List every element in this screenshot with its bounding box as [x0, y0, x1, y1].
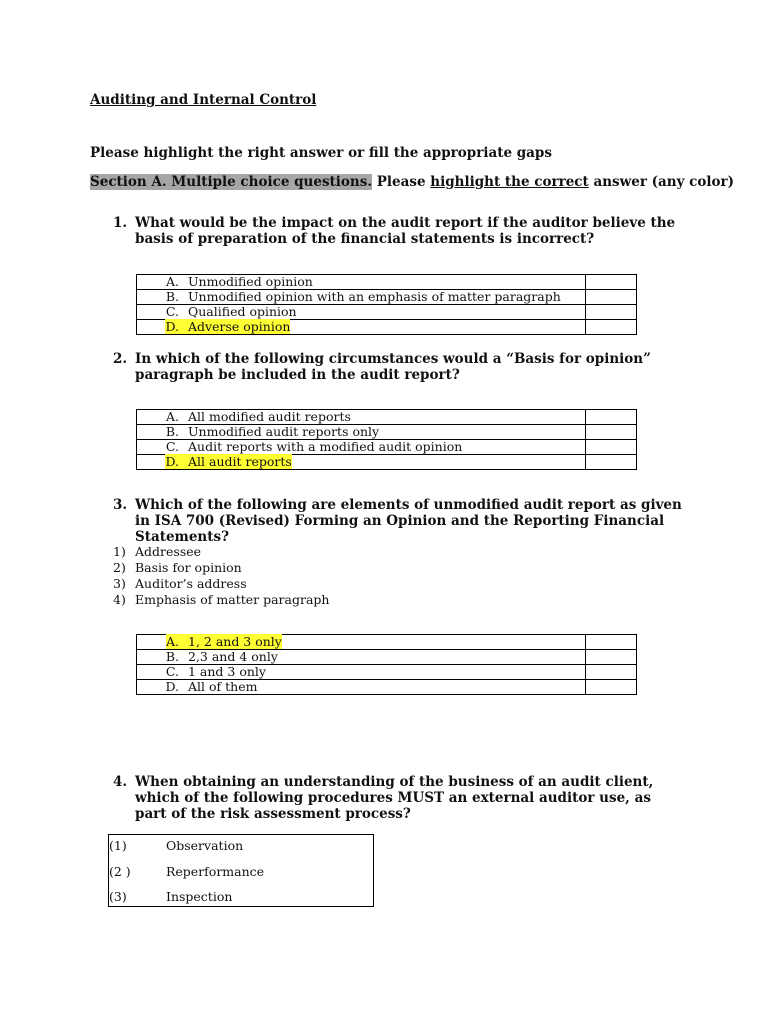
element-list	[113, 544, 329, 608]
option-row[interactable]	[137, 410, 637, 425]
answer-cell[interactable]	[586, 440, 637, 455]
answer-cell[interactable]	[586, 290, 637, 305]
question-number: 2.	[113, 351, 128, 367]
answer-cell[interactable]	[586, 410, 637, 425]
list-item: 3) Auditor’s address	[113, 576, 247, 591]
procedures-table	[108, 834, 374, 907]
document-title: Auditing and Internal Control	[90, 92, 317, 108]
section-label-highlighted: Section A. Multiple choice questions	[90, 174, 368, 190]
option-text: All of them	[188, 679, 258, 694]
option-letter: C.	[165, 664, 179, 679]
answer-cell[interactable]	[586, 665, 637, 680]
question-text: When obtaining an understanding of the business of an audit client, which of the following procedures MUST an external auditor use, as part of the risk assessment process?	[135, 774, 654, 822]
answer-cell[interactable]	[586, 635, 637, 650]
option-text: Unmodified audit reports only	[188, 424, 380, 439]
procedure-number: (3)	[109, 888, 127, 904]
answer-cell[interactable]	[586, 305, 637, 320]
question-4	[113, 774, 693, 824]
option-row[interactable]	[137, 440, 637, 455]
option-letter: A.	[165, 274, 179, 289]
answer-cell[interactable]	[586, 680, 637, 695]
section-rest: answer (any color)	[588, 174, 734, 190]
option-row[interactable]	[137, 650, 637, 665]
option-text: Unmodified opinion	[188, 274, 313, 289]
question-2	[113, 351, 693, 385]
section-please: Please	[372, 174, 431, 190]
option-text: Qualified opinion	[188, 304, 297, 319]
option-text-highlighted: Adverse opinion	[179, 319, 290, 334]
option-letter: B.	[165, 424, 179, 439]
list-item: 2) Basis for opinion	[113, 560, 242, 575]
list-item: 1) Addressee	[113, 544, 202, 559]
option-text: Unmodified opinion with an emphasis of matter paragraph	[188, 289, 561, 304]
procedure-row	[109, 835, 374, 857]
answer-cell[interactable]	[586, 650, 637, 665]
option-letter: B.	[165, 649, 179, 664]
option-letter: B.	[165, 289, 179, 304]
procedure-number: (1)	[109, 838, 127, 854]
answer-cell[interactable]	[586, 320, 637, 335]
option-row-selected[interactable]	[137, 320, 637, 335]
procedure-name: Inspection	[166, 888, 233, 904]
question-3	[113, 497, 693, 545]
option-row[interactable]	[137, 680, 637, 695]
section-underlined: highlight the correct	[430, 174, 589, 190]
option-letter: C.	[165, 439, 179, 454]
option-letter: A.	[165, 634, 179, 649]
section-dot: .	[367, 174, 373, 190]
option-row[interactable]	[137, 275, 637, 290]
question-text: In which of the following circumstances would a “Basis for opinion” paragraph be included in the audit report?	[135, 351, 651, 383]
question-number: 3.	[113, 497, 128, 513]
question-text: What would be the impact on the audit report if the auditor believe the basis of preparation of the financial statements is incorrect?	[135, 215, 676, 247]
procedure-name: Reperformance	[166, 864, 265, 879]
option-row[interactable]	[137, 290, 637, 305]
question-number: 1.	[113, 215, 128, 231]
option-row-selected[interactable]	[137, 455, 637, 470]
question-text: Which of the following are elements of unmodified audit report as given in ISA 700 (Revised) Forming an Opinion and the Reporting Financial Statements?	[135, 497, 682, 545]
option-text-highlighted: 1, 2 and 3 only	[179, 634, 282, 649]
answer-cell[interactable]	[586, 275, 637, 290]
list-item: 4) Emphasis of matter paragraph	[113, 592, 330, 607]
option-text: All modified audit reports	[188, 409, 351, 424]
option-letter: D.	[165, 319, 179, 334]
procedure-row	[109, 887, 374, 907]
question-1	[113, 215, 693, 249]
options-table-q3	[136, 634, 637, 695]
option-row[interactable]	[137, 425, 637, 440]
option-letter: A.	[165, 409, 179, 424]
answer-cell[interactable]	[586, 425, 637, 440]
instructions: Please highlight the right answer or fill the appropriate gaps	[90, 145, 552, 161]
options-table-q2	[136, 409, 637, 470]
question-number: 4.	[113, 774, 128, 790]
section-heading	[90, 174, 734, 190]
option-text: Audit reports with a modified audit opinion	[188, 439, 463, 454]
option-letter: D.	[165, 679, 179, 694]
option-row[interactable]	[137, 665, 637, 680]
answer-cell[interactable]	[586, 455, 637, 470]
option-letter: C.	[165, 304, 179, 319]
procedure-row	[109, 857, 374, 887]
procedure-name: Observation	[166, 838, 244, 854]
option-text: 2,3 and 4 only	[188, 649, 278, 664]
option-text-highlighted: All audit reports	[179, 454, 292, 469]
procedure-number: (2 )	[109, 864, 131, 879]
option-text: 1 and 3 only	[188, 664, 266, 679]
option-letter: D.	[165, 454, 179, 469]
option-row[interactable]	[137, 305, 637, 320]
options-table-q1	[136, 274, 637, 335]
option-row-selected[interactable]	[137, 635, 637, 650]
